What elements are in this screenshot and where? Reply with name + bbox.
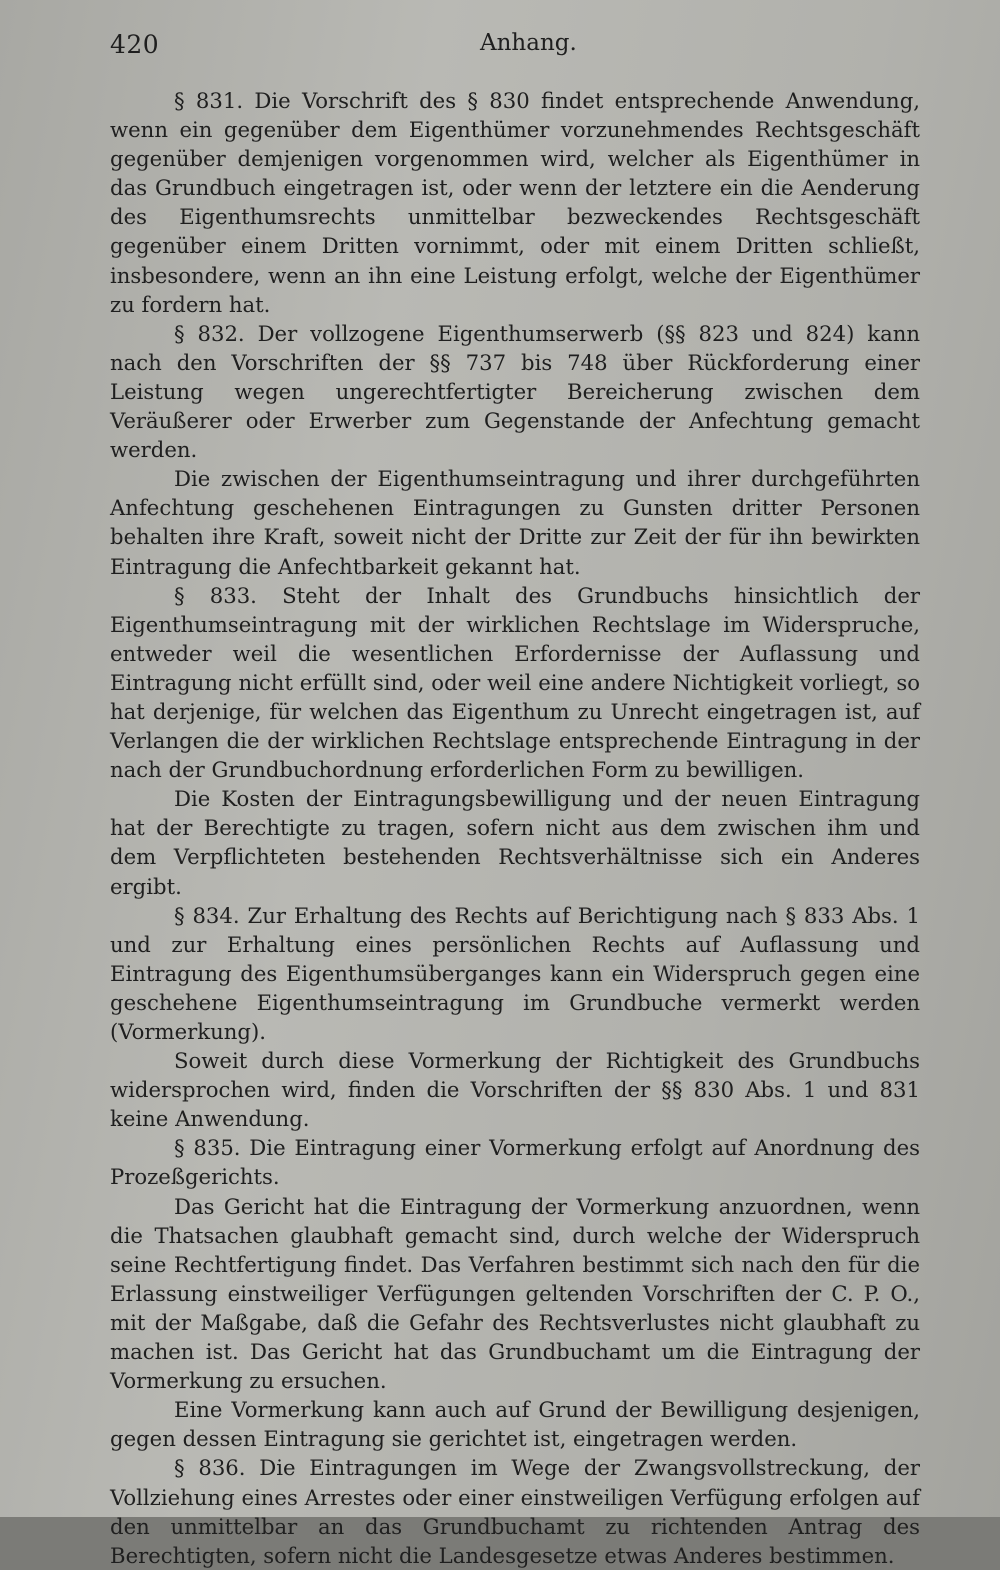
page-header xyxy=(110,30,920,66)
page-body xyxy=(110,86,920,1570)
paragraph-832-2: Die zwischen der Eigenthumseintragung und ihrer durchgeführten Anfechtung geschehenen Eintragungen zu Gunsten dritter Personen behalten ihre Kraft, soweit nicht der Dritte zur Zeit der für ihn bewirkten Eintragung die Anfechtbarkeit gekannt hat. xyxy=(110,466,920,579)
paragraph-836: § 836. Die Eintragungen im Wege der Zwangsvollstreckung, der Vollziehung eines Arrestes oder einer einstweiligen Verfügung erfolgen auf den unmittelbar an das Grundbuchamt zu richtenden Antrag des Berechtigten, sofern nicht die Landesgesetze etwas Anderes bestimmen. xyxy=(110,1455,920,1568)
paragraph-835-2: Das Gericht hat die Eintragung der Vormerkung anzuordnen, wenn die Thatsachen glaubhaft gemacht sind, durch welche der Widerspruch seine Rechtfertigung findet. Das Verfahren bestimmt sich nach den für die Erlassung einstweiliger Verfügungen geltenden Vorschriften der C. P. O., mit der Maßgabe, daß die Gefahr des Rechtsverlustes nicht glaubhaft zu machen ist. Das Gericht hat das Grundbuchamt um die Eintragung der Vormerkung zu ersuchen. xyxy=(110,1193,920,1394)
paragraph-833: § 833. Steht der Inhalt des Grundbuchs hinsichtlich der Eigenthumseintragung mit der wirklichen Rechtslage im Widerspruche, entweder weil die wesentlichen Erfordernisse der Auflassung und Eintragung nicht erfüllt sind, oder weil eine andere Nichtigkeit vorliegt, so hat derjenige, für welchen das Eigenthum zu Unrecht eingetragen ist, auf Verlangen die der wirklichen Rechtslage entsprechende Eintragung in der nach der Grundbuchordnung erforderlichen Form zu bewilligen. xyxy=(110,582,920,783)
paragraph-835-3: Eine Vormerkung kann auch auf Grund der Bewilligung desjenigen, gegen dessen Eintragung sie gerichtet ist, eingetragen werden. xyxy=(110,1397,920,1452)
paragraph-834: § 834. Zur Erhaltung des Rechts auf Berichtigung nach § 833 Abs. 1 und zur Erhaltung eines persönlichen Rechts auf Auflassung und Eintragung des Eigenthumsüberganges kann ein Widerspruch gegen eine geschehene Eigenthumseintragung im Grundbuche vermerkt werden (Vormerkung). xyxy=(110,902,920,1044)
paragraph-833-2: Die Kosten der Eintragungsbewilligung und der neuen Eintragung hat der Berechtigte zu tragen, sofern nicht aus dem zwischen ihm und dem Verpflichteten bestehenden Rechtsverhältnisse sich ein Anderes ergibt. xyxy=(110,786,920,899)
paragraph-834-2: Soweit durch diese Vormerkung der Richtigkeit des Grundbuchs widersprochen wird, finden die Vorschriften der §§ 830 Abs. 1 und 831 keine Anwendung. xyxy=(110,1048,920,1132)
running-head: Anhang. xyxy=(480,30,577,56)
paragraph-831: § 831. Die Vorschrift des § 830 findet entsprechende Anwendung, wenn ein gegenüber dem Eigenthümer vorzunehmendes Rechtsgeschäft gegenüber demjenigen vorgenommen wird, welcher als Eigenthümer in das Grundbuch eingetragen ist, oder wenn der letztere ein die Aenderung des Eigenthumsrechts unmittelbar bezweckendes Rechtsgeschäft gegenüber einem Dritten vornimmt, oder mit einem Dritten schließt, insbesondere, wenn an ihn eine Leistung erfolgt, welche der Eigenthümer zu fordern hat. xyxy=(110,88,920,317)
page-number: 420 xyxy=(110,30,160,59)
paragraph-835: § 835. Die Eintragung einer Vormerkung erfolgt auf Anordnung des Prozeßgerichts. xyxy=(110,1135,920,1190)
paragraph-832: § 832. Der vollzogene Eigenthumserwerb (§§ 823 und 824) kann nach den Vorschriften der §§ 737 bis 748 über Rückforderung einer Leistung wegen ungerechtfertigter Bereicherung zwischen dem Veräußerer oder Erwerber zum Gegenstande der Anfechtung gemacht werden. xyxy=(110,320,920,463)
